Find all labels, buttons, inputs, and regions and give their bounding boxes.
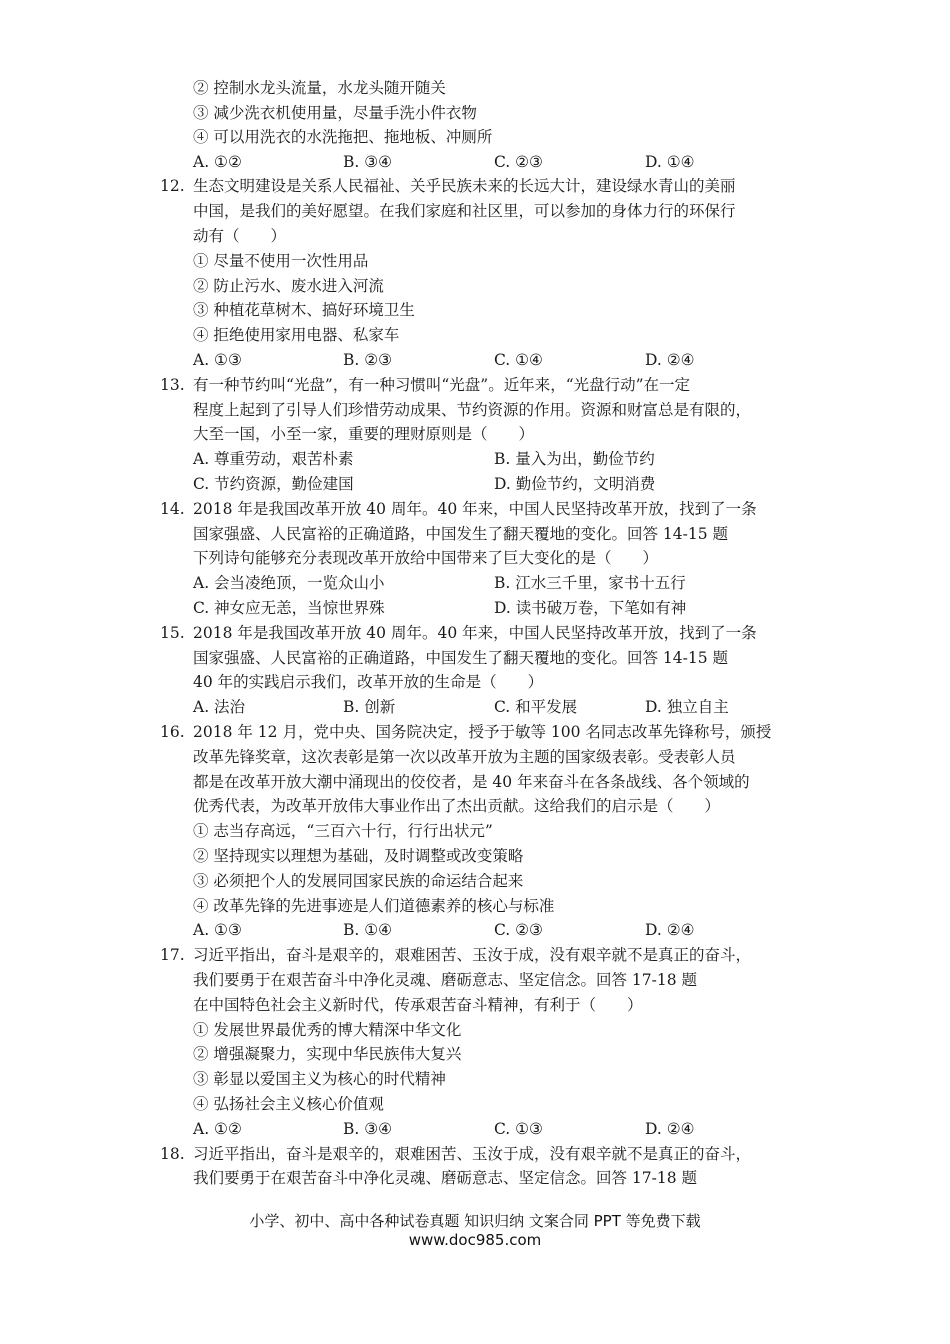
option-b: B. 江水三千里，家书十五行	[494, 574, 686, 592]
option-d: D. ②④	[645, 921, 695, 939]
question-number: 17.	[160, 946, 185, 964]
question-number: 18.	[160, 1145, 185, 1163]
option-c: C. ①④	[494, 351, 543, 369]
option-a: A. ①③	[193, 351, 242, 369]
question-stem: 大至一国，小至一家，重要的理财原则是（ ）	[193, 425, 535, 443]
option-d: D. ②④	[645, 1120, 695, 1138]
question-stem: 2018 年是我国改革开放 40 周年。40 年来，中国人民坚持改革开放，找到了一条	[193, 624, 757, 642]
option-d: D. 勤俭节约，文明消费	[494, 475, 656, 493]
option-c: C. 神女应无恙，当惊世界殊	[193, 599, 385, 617]
question-stem: 我们要勇于在艰苦奋斗中净化灵魂、磨砺意志、坚定信念。回答 17-18 题	[193, 971, 698, 989]
question-stem: 我们要勇于在艰苦奋斗中净化灵魂、磨砺意志、坚定信念。回答 17-18 题	[193, 1169, 698, 1187]
question-number: 13.	[160, 376, 185, 394]
statement: ③ 减少洗衣机使用量，尽量手洗小件衣物	[193, 104, 477, 122]
question-number: 15.	[160, 624, 185, 642]
question-stem: 2018 年 12 月，党中央、国务院决定，授予于敏等 100 名同志改革先锋称号，颁授	[193, 723, 772, 741]
question-stem: 40 年的实践启示我们，改革开放的生命是（ ）	[193, 673, 544, 691]
statement: ② 控制水龙头流量，水龙头随开随关	[193, 79, 446, 97]
statement: ② 坚持现实以理想为基础，及时调整或改变策略	[193, 847, 524, 865]
question-stem: 中国，是我们的美好愿望。在我们家庭和社区里，可以参加的身体力行的环保行	[193, 202, 736, 220]
question-stem: 优秀代表，为改革开放伟大事业作出了杰出贡献。这给我们的启示是（ ）	[193, 797, 721, 815]
option-c: C. 节约资源，勤俭建国	[193, 475, 354, 493]
option-b: B. ②③	[343, 351, 393, 369]
question-stem: 习近平指出，奋斗是艰辛的，艰难困苦、玉汝于成，没有艰辛就不是真正的奋斗，	[193, 946, 752, 964]
option-c: C. ②③	[494, 153, 543, 171]
footer-website-link[interactable]: www.doc985.com	[408, 1231, 542, 1249]
option-a: A. ①③	[193, 921, 242, 939]
statement: ③ 彰显以爱国主义为核心的时代精神	[193, 1070, 446, 1088]
option-b: B. ③④	[343, 153, 393, 171]
statement: ④ 可以用洗衣的水洗拖把、拖地板、冲厕所	[193, 128, 493, 146]
option-a: A. 尊重劳动，艰苦朴素	[193, 450, 354, 468]
option-a: A. ①②	[193, 1120, 242, 1138]
option-a: A. ①②	[193, 153, 242, 171]
option-a: A. 法治	[193, 698, 246, 716]
option-b: B. ①④	[343, 921, 393, 939]
statement: ② 增强凝聚力，实现中华民族伟大复兴	[193, 1045, 462, 1063]
statement: ① 志当存高远，“三百六十行，行行出状元”	[193, 822, 493, 840]
question-stem: 国家强盛、人民富裕的正确道路，中国发生了翻天覆地的变化。回答 14-15 题	[193, 525, 729, 543]
question-stem: 改革先锋奖章，这次表彰是第一次以改革开放为主题的国家级表彰。受表彰人员	[193, 748, 736, 766]
question-stem: 习近平指出，奋斗是艰辛的，艰难困苦、玉汝于成，没有艰辛就不是真正的奋斗，	[193, 1145, 752, 1163]
option-b: B. ③④	[343, 1120, 393, 1138]
question-stem: 程度上起到了引导人们珍惜劳动成果、节约资源的作用。资源和财富总是有限的，	[193, 401, 752, 419]
option-c: C. ①③	[494, 1120, 543, 1138]
option-a: A. 会当凌绝顶，一览众山小	[193, 574, 385, 592]
question-number: 14.	[160, 500, 185, 518]
footer-promo-text: 小学、初中、高中各种试卷真题 知识归纳 文案合同 PPT 等免费下载	[249, 1212, 701, 1230]
option-b: B. 创新	[343, 698, 396, 716]
option-d: D. 独立自主	[645, 698, 729, 716]
option-c: C. 和平发展	[494, 698, 578, 716]
question-stem: 在中国特色社会主义新时代，传承艰苦奋斗精神，有利于（ ）	[193, 996, 643, 1014]
question-stem: 生态文明建设是关系人民福祉、关乎民族未来的长远大计，建设绿水青山的美丽	[193, 177, 736, 195]
statement: ④ 拒绝使用家用电器、私家车	[193, 326, 400, 344]
question-stem: 动有（ ）	[193, 227, 287, 245]
question-stem: 都是在改革开放大潮中涌现出的佼佼者，是 40 年来奋斗在各条战线、各个领域的	[193, 773, 750, 791]
statement: ① 发展世界最优秀的博大精深中华文化	[193, 1021, 462, 1039]
option-d: D. 读书破万卷，下笔如有神	[494, 599, 687, 617]
question-stem: 2018 年是我国改革开放 40 周年。40 年来，中国人民坚持改革开放，找到了一条	[193, 500, 757, 518]
statement: ④ 弘扬社会主义核心价值观	[193, 1095, 384, 1113]
option-c: C. ②③	[494, 921, 543, 939]
question-number: 12.	[160, 177, 185, 195]
statement: ③ 种植花草树木、搞好环境卫生	[193, 301, 415, 319]
option-d: D. ②④	[645, 351, 695, 369]
statement: ① 尽量不使用一次性用品	[193, 252, 369, 270]
option-b: B. 量入为出，勤俭节约	[494, 450, 655, 468]
question-number: 16.	[160, 723, 185, 741]
statement: ③ 必须把个人的发展同国家民族的命运结合起来	[193, 872, 524, 890]
question-stem: 有一种节约叫“光盘”，有一种习惯叫“光盘”。近年来，“光盘行动”在一定	[193, 376, 691, 394]
question-stem: 下列诗句能够充分表现改革开放给中国带来了巨大变化的是（ ）	[193, 549, 659, 567]
option-d: D. ①④	[645, 153, 695, 171]
statement: ② 防止污水、废水进入河流	[193, 277, 384, 295]
statement: ④ 改革先锋的先进事迹是人们道德素养的核心与标准	[193, 897, 555, 915]
question-stem: 国家强盛、人民富裕的正确道路，中国发生了翻天覆地的变化。回答 14-15 题	[193, 649, 729, 667]
